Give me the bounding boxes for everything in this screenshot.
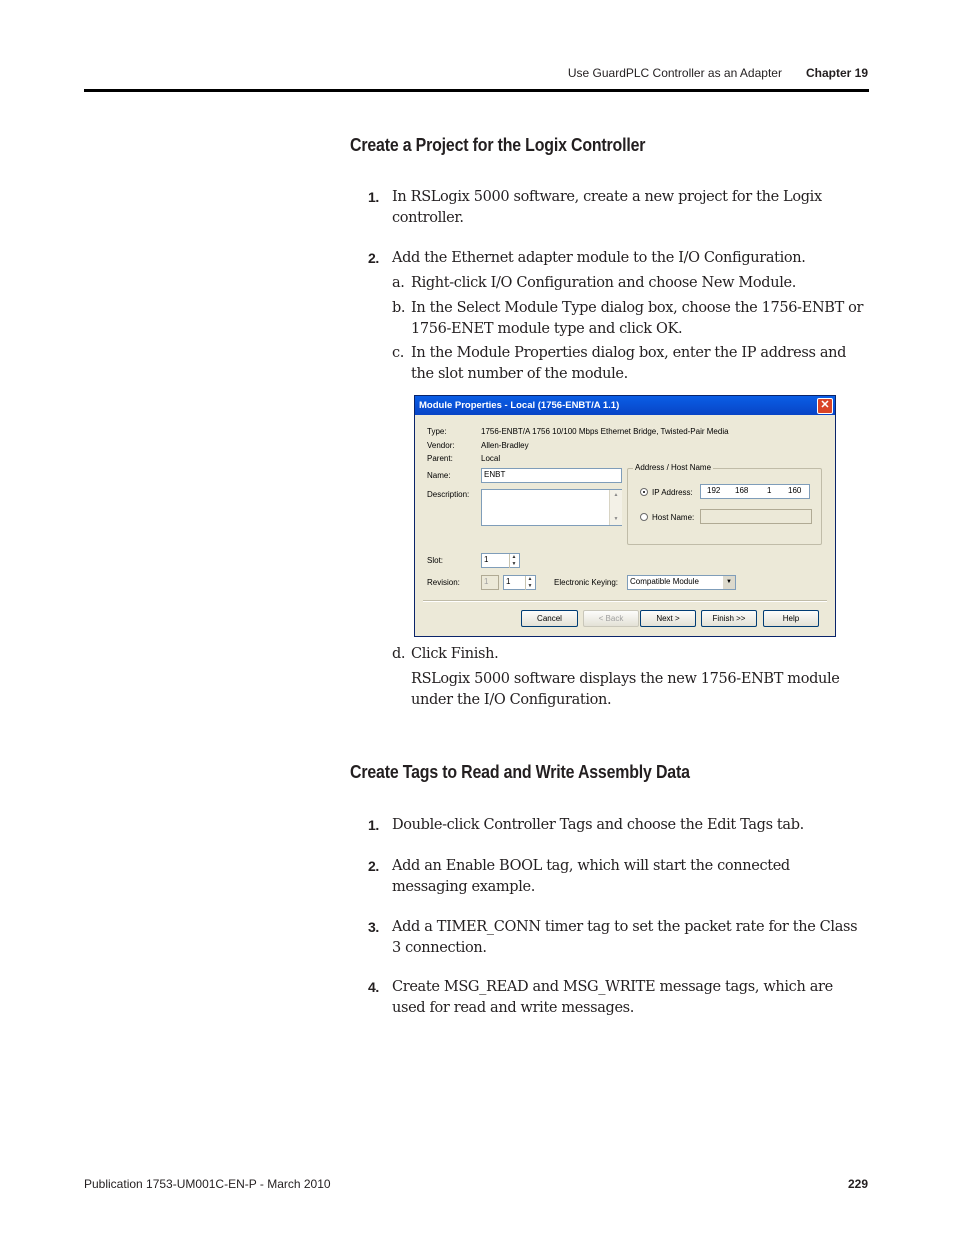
address-group-box <box>627 468 822 545</box>
vendor-label: Vendor: <box>427 441 455 450</box>
dialog-title: Module Properties - Local (1756-ENBT/A 1.1) <box>415 396 835 415</box>
step-number: 1. <box>368 189 379 205</box>
page-number: 229 <box>847 1177 868 1191</box>
section-heading-create-project: Create a Project for the Logix Controller <box>350 134 646 155</box>
module-properties-dialog <box>414 395 836 637</box>
host-name-label: Host Name: <box>652 513 695 522</box>
host-name-radio[interactable] <box>640 513 648 521</box>
help-button[interactable]: Help <box>763 610 819 627</box>
ip-octet-4: 160 <box>788 486 802 495</box>
step-text: Add a TIMER_CONN timer tag to set the packet rate for the Class 3 connection. <box>392 919 858 956</box>
description-scrollbar[interactable] <box>609 490 622 525</box>
name-label: Name: <box>427 471 451 480</box>
electronic-keying-label: Electronic Keying: <box>554 578 619 587</box>
host-name-input[interactable] <box>700 509 812 524</box>
spin-down-icon: ▼ <box>527 583 533 589</box>
revision-spinner[interactable] <box>525 576 534 590</box>
cancel-button[interactable]: Cancel <box>521 610 578 627</box>
substep-text: Right-click I/O Configuration and choose New Module. <box>411 275 796 291</box>
step-number: 4. <box>368 979 379 995</box>
slot-value: 1 <box>484 555 489 564</box>
step-number: 2. <box>368 858 379 874</box>
substep-letter: b. <box>392 300 406 316</box>
step-text: Create MSG_READ and MSG_WRITE message tags, which are used for read and write messages. <box>392 979 833 1016</box>
substep-c <box>392 343 868 384</box>
tags-step-4 <box>368 977 866 1018</box>
back-button[interactable]: < Back <box>583 610 639 627</box>
step-text: Add the Ethernet adapter module to the I/O Configuration. <box>392 250 806 266</box>
header-title: Use GuardPLC Controller as an Adapter <box>567 66 782 80</box>
scroll-up-icon[interactable]: ▲ <box>613 492 619 498</box>
spin-up-icon: ▲ <box>527 576 533 582</box>
step-number: 2. <box>368 250 379 266</box>
slot-spinner[interactable] <box>509 554 518 568</box>
name-input[interactable]: ENBT <box>481 468 622 483</box>
ip-address-label: IP Address: <box>652 488 693 497</box>
slot-label: Slot: <box>427 556 444 565</box>
type-label: Type: <box>427 427 447 436</box>
tags-step-2 <box>368 856 866 897</box>
description-label: Description: <box>427 490 470 499</box>
chevron-down-icon[interactable]: ▼ <box>723 576 735 589</box>
header-chapter: Chapter 19 <box>805 66 868 80</box>
step-2 <box>368 248 866 269</box>
substep-letter: a. <box>392 275 405 291</box>
close-icon[interactable]: ✕ <box>817 398 833 414</box>
substep-letter: c. <box>392 345 405 361</box>
step-text: In RSLogix 5000 software, create a new project for the Logix controller. <box>392 189 822 226</box>
step-text: Add an Enable BOOL tag, which will start the connected messaging example. <box>392 858 790 895</box>
step-text: Double-click Controller Tags and choose the Edit Tags tab. <box>392 817 804 833</box>
tags-step-1 <box>368 815 866 836</box>
ip-octet-1: 192 <box>707 486 721 495</box>
revision-major-input[interactable]: 1 <box>481 575 499 590</box>
type-value: 1756-ENBT/A 1756 10/100 Mbps Ethernet Bridge, Twisted-Pair Media <box>481 427 729 436</box>
slot-input[interactable] <box>481 553 520 568</box>
spin-up-icon: ▲ <box>511 554 517 560</box>
tags-step-3 <box>368 917 866 958</box>
spin-down-icon: ▼ <box>511 561 517 567</box>
button-separator <box>423 600 827 602</box>
revision-minor-input[interactable] <box>503 575 536 590</box>
substep-letter: d. <box>392 646 406 662</box>
electronic-keying-value: Compatible Module <box>630 577 699 586</box>
finish-button[interactable]: Finish >> <box>701 610 757 627</box>
result-text: RSLogix 5000 software displays the new 1756-ENBT module under the I/O Configuration. <box>411 671 840 708</box>
revision-minor-value: 1 <box>506 577 511 586</box>
next-button[interactable]: Next > <box>640 610 696 627</box>
vendor-value: Allen-Bradley <box>481 441 529 450</box>
electronic-keying-select[interactable] <box>627 575 736 590</box>
substep-d-result <box>392 669 868 710</box>
section-heading-create-tags: Create Tags to Read and Write Assembly Data <box>350 761 690 782</box>
parent-label: Parent: <box>427 454 453 463</box>
ip-address-input[interactable] <box>700 484 810 499</box>
running-header <box>568 66 868 80</box>
step-number: 3. <box>368 919 379 935</box>
header-rule <box>84 89 869 92</box>
substep-d <box>392 644 868 665</box>
substep-text: In the Module Properties dialog box, enter the IP address and the slot number of the module. <box>411 345 847 382</box>
ip-octet-3: 1 <box>767 486 772 495</box>
footer-publication: Publication 1753-UM001C-EN-P - March 2010 <box>84 1177 331 1191</box>
ip-address-radio[interactable] <box>640 488 648 496</box>
ip-octet-2: 168 <box>735 486 749 495</box>
step-1 <box>368 187 866 228</box>
revision-label: Revision: <box>427 578 460 587</box>
substep-text: Click Finish. <box>411 646 499 662</box>
scroll-down-icon[interactable]: ▼ <box>613 516 619 522</box>
substep-a <box>392 273 868 294</box>
parent-value: Local <box>481 454 501 463</box>
step-number: 1. <box>368 817 379 833</box>
address-group-title: Address / Host Name <box>635 463 712 472</box>
substep-text: In the Select Module Type dialog box, choose the 1756-ENBT or 1756-ENET module type and click OK. <box>411 300 864 337</box>
substep-b <box>392 298 868 339</box>
description-input[interactable] <box>481 489 622 526</box>
